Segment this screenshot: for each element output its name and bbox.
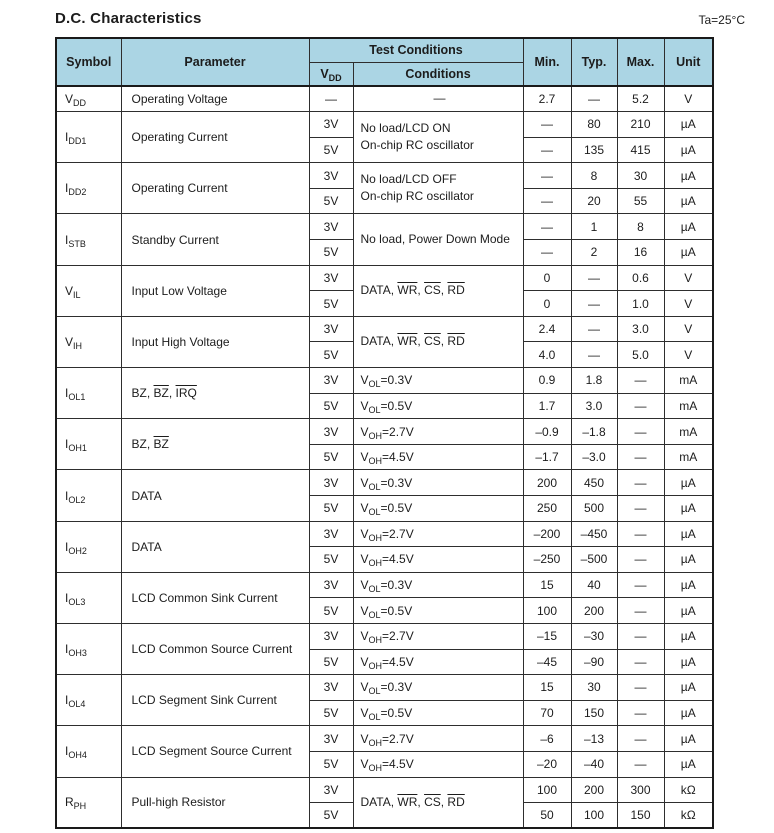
table-row xyxy=(56,316,713,342)
unit-cell: kΩ xyxy=(664,777,713,803)
typ-cell: 1.8 xyxy=(571,368,617,394)
typ-cell: 20 xyxy=(571,188,617,214)
condition-cell: $V_{OL}=0.5V$ xyxy=(353,598,523,624)
symbol-cell: $I_{STB}$ xyxy=(56,214,121,265)
parameter-cell: Operating Current xyxy=(121,163,309,214)
vdd-cell: 3V xyxy=(309,777,353,803)
vdd-cell: 3V xyxy=(309,675,353,701)
typ-cell: 3.0 xyxy=(571,393,617,419)
max-cell: 30 xyxy=(617,163,664,189)
condition-cell xyxy=(353,265,523,316)
typ-cell: –90 xyxy=(571,649,617,675)
unit-cell: mA xyxy=(664,368,713,394)
typ-cell: — xyxy=(571,291,617,317)
condition-cell xyxy=(353,163,523,214)
condition-line: No load/LCD OFF xyxy=(360,171,457,186)
vdd-cell: 3V xyxy=(309,265,353,291)
vdd-cell: 5V xyxy=(309,598,353,624)
max-cell: 210 xyxy=(617,112,664,138)
min-cell: –15 xyxy=(523,623,571,649)
max-cell: — xyxy=(617,751,664,777)
vdd-cell: 3V xyxy=(309,521,353,547)
condition-line: DATA, $\overline{WR}$, $\overline{CS}$, $\overline{RD}$ xyxy=(360,794,465,809)
vdd-cell: 3V xyxy=(309,726,353,752)
condition-line: DATA, $\overline{WR}$, $\overline{CS}$, $\overline{RD}$ xyxy=(360,334,465,349)
min-cell: –250 xyxy=(523,547,571,573)
parameter-cell: Input High Voltage xyxy=(121,316,309,367)
unit-cell: µA xyxy=(664,240,713,266)
condition-cell: $V_{OH}=4.5V$ xyxy=(353,751,523,777)
min-cell: 100 xyxy=(523,777,571,803)
vdd-cell: 5V xyxy=(309,291,353,317)
condition-cell: $V_{OH}=2.7V$ xyxy=(353,419,523,445)
header-max: Max. xyxy=(617,38,664,86)
typ-cell: 200 xyxy=(571,777,617,803)
symbol-cell: $V_{DD}$ xyxy=(56,86,121,112)
condition-cell: $V_{OH}=2.7V$ xyxy=(353,623,523,649)
condition-cell: $V_{OH}=2.7V$ xyxy=(353,521,523,547)
header-vdd: $V_{DD}$ xyxy=(309,62,353,86)
condition-cell xyxy=(353,214,523,265)
max-cell: 5.2 xyxy=(617,86,664,112)
parameter-cell: Operating Current xyxy=(121,112,309,163)
condition-cell xyxy=(353,86,523,112)
typ-cell: 500 xyxy=(571,496,617,522)
unit-cell: µA xyxy=(664,470,713,496)
condition-cell: $V_{OL}=0.3V$ xyxy=(353,470,523,496)
min-cell: 4.0 xyxy=(523,342,571,368)
unit-cell: mA xyxy=(664,393,713,419)
min-cell: 200 xyxy=(523,470,571,496)
min-cell: –200 xyxy=(523,521,571,547)
unit-cell: µA xyxy=(664,675,713,701)
unit-cell: V xyxy=(664,316,713,342)
header-symbol: Symbol xyxy=(56,38,121,86)
min-cell: 2.4 xyxy=(523,316,571,342)
max-cell: — xyxy=(617,572,664,598)
table-body xyxy=(56,86,713,828)
min-cell: 2.7 xyxy=(523,86,571,112)
parameter-cell: Standby Current xyxy=(121,214,309,265)
typ-cell: — xyxy=(571,86,617,112)
table-row xyxy=(56,368,713,394)
condition-cell: $V_{OL}=0.3V$ xyxy=(353,572,523,598)
max-cell: — xyxy=(617,700,664,726)
min-cell: 0 xyxy=(523,291,571,317)
vdd-cell: 5V xyxy=(309,803,353,829)
vdd-cell: 3V xyxy=(309,470,353,496)
vdd-cell: 3V xyxy=(309,112,353,138)
typ-cell: 200 xyxy=(571,598,617,624)
max-cell: 16 xyxy=(617,240,664,266)
page-title: D.C. Characteristics xyxy=(55,10,202,27)
symbol-cell: $I_{OL2}$ xyxy=(56,470,121,521)
unit-cell: µA xyxy=(664,751,713,777)
table-row xyxy=(56,265,713,291)
parameter-cell: BZ, $\overline{BZ}$ xyxy=(121,419,309,470)
min-cell: –45 xyxy=(523,649,571,675)
unit-cell: µA xyxy=(664,700,713,726)
typ-cell: 100 xyxy=(571,803,617,829)
max-cell: — xyxy=(617,521,664,547)
parameter-cell: BZ, $\overline{BZ}$, $\overline{IRQ}$ xyxy=(121,368,309,419)
max-cell: 415 xyxy=(617,137,664,163)
min-cell: –6 xyxy=(523,726,571,752)
condition-cell: $V_{OL}=0.3V$ xyxy=(353,368,523,394)
min-cell: 15 xyxy=(523,675,571,701)
parameter-cell: LCD Segment Source Current xyxy=(121,726,309,777)
max-cell: — xyxy=(617,496,664,522)
min-cell: — xyxy=(523,188,571,214)
vdd-cell: 3V xyxy=(309,214,353,240)
symbol-cell: $I_{OH1}$ xyxy=(56,419,121,470)
min-cell: 1.7 xyxy=(523,393,571,419)
max-cell: 8 xyxy=(617,214,664,240)
typ-cell: –30 xyxy=(571,623,617,649)
condition-cell: $V_{OH}=4.5V$ xyxy=(353,444,523,470)
max-cell: — xyxy=(617,726,664,752)
condition-cell: $V_{OL}=0.5V$ xyxy=(353,393,523,419)
typ-cell: 150 xyxy=(571,700,617,726)
typ-cell: 40 xyxy=(571,572,617,598)
max-cell: 300 xyxy=(617,777,664,803)
vdd-cell: 5V xyxy=(309,137,353,163)
symbol-cell: $I_{DD1}$ xyxy=(56,112,121,163)
max-cell: — xyxy=(617,393,664,419)
vdd-cell: 3V xyxy=(309,316,353,342)
header-parameter: Parameter xyxy=(121,38,309,86)
header-min: Min. xyxy=(523,38,571,86)
symbol-cell: $I_{OH3}$ xyxy=(56,623,121,674)
typ-cell: 80 xyxy=(571,112,617,138)
unit-cell: V xyxy=(664,342,713,368)
unit-cell: mA xyxy=(664,444,713,470)
max-cell: 3.0 xyxy=(617,316,664,342)
unit-cell: µA xyxy=(664,649,713,675)
condition-line: — xyxy=(433,91,446,106)
unit-cell: V xyxy=(664,86,713,112)
min-cell: 0.9 xyxy=(523,368,571,394)
typ-cell: –1.8 xyxy=(571,419,617,445)
max-cell: — xyxy=(617,470,664,496)
condition-cell: $V_{OL}=0.5V$ xyxy=(353,496,523,522)
min-cell: — xyxy=(523,240,571,266)
unit-cell: µA xyxy=(664,214,713,240)
typ-cell: 450 xyxy=(571,470,617,496)
unit-cell: mA xyxy=(664,419,713,445)
min-cell: 70 xyxy=(523,700,571,726)
parameter-cell: LCD Common Sink Current xyxy=(121,572,309,623)
condition-line: No load, Power Down Mode xyxy=(360,231,510,246)
symbol-cell: $I_{OL1}$ xyxy=(56,368,121,419)
table-row xyxy=(56,470,713,496)
typ-cell: –40 xyxy=(571,751,617,777)
table-row xyxy=(56,86,713,112)
vdd-cell: 3V xyxy=(309,368,353,394)
unit-cell: µA xyxy=(664,623,713,649)
parameter-cell: DATA xyxy=(121,470,309,521)
table-row xyxy=(56,572,713,598)
vdd-cell: 3V xyxy=(309,163,353,189)
condition-cell: $V_{OH}=4.5V$ xyxy=(353,649,523,675)
header-test-conditions: Test Conditions xyxy=(309,38,523,62)
table-row xyxy=(56,675,713,701)
condition-line: On-chip RC oscillator xyxy=(360,138,474,153)
table-row xyxy=(56,521,713,547)
typ-cell: 2 xyxy=(571,240,617,266)
max-cell: 55 xyxy=(617,188,664,214)
unit-cell: µA xyxy=(664,521,713,547)
min-cell: 250 xyxy=(523,496,571,522)
vdd-cell: 5V xyxy=(309,342,353,368)
typ-cell: 8 xyxy=(571,163,617,189)
typ-cell: 135 xyxy=(571,137,617,163)
table-row xyxy=(56,214,713,240)
condition-line: On-chip RC oscillator xyxy=(360,189,474,204)
symbol-cell: $I_{DD2}$ xyxy=(56,163,121,214)
symbol-cell: $V_{IH}$ xyxy=(56,316,121,367)
min-cell: 100 xyxy=(523,598,571,624)
unit-cell: µA xyxy=(664,137,713,163)
vdd-cell: 5V xyxy=(309,393,353,419)
vdd-cell: 5V xyxy=(309,496,353,522)
header-typ: Typ. xyxy=(571,38,617,86)
typ-cell: 1 xyxy=(571,214,617,240)
condition-cell: $V_{OL}=0.5V$ xyxy=(353,700,523,726)
max-cell: — xyxy=(617,444,664,470)
unit-cell: V xyxy=(664,265,713,291)
table-row xyxy=(56,726,713,752)
min-cell: — xyxy=(523,163,571,189)
parameter-cell: DATA xyxy=(121,521,309,572)
header-unit: Unit xyxy=(664,38,713,86)
parameter-cell: Pull-high Resistor xyxy=(121,777,309,828)
unit-cell: µA xyxy=(664,188,713,214)
symbol-cell: $I_{OH2}$ xyxy=(56,521,121,572)
min-cell: 15 xyxy=(523,572,571,598)
min-cell: — xyxy=(523,137,571,163)
table-row xyxy=(56,777,713,803)
condition-cell xyxy=(353,777,523,828)
symbol-cell: $I_{OH4}$ xyxy=(56,726,121,777)
min-cell: 0 xyxy=(523,265,571,291)
condition-line: No load/LCD ON xyxy=(360,120,451,135)
max-cell: — xyxy=(617,598,664,624)
symbol-cell: $V_{IL}$ xyxy=(56,265,121,316)
parameter-cell: Input Low Voltage xyxy=(121,265,309,316)
min-cell: –1.7 xyxy=(523,444,571,470)
typ-cell: –450 xyxy=(571,521,617,547)
symbol-cell: $I_{OL3}$ xyxy=(56,572,121,623)
max-cell: 0.6 xyxy=(617,265,664,291)
typ-cell: — xyxy=(571,342,617,368)
max-cell: — xyxy=(617,649,664,675)
condition-cell: $V_{OH}=4.5V$ xyxy=(353,547,523,573)
header-conditions: Conditions xyxy=(353,62,523,86)
unit-cell: V xyxy=(664,291,713,317)
unit-cell: µA xyxy=(664,496,713,522)
typ-cell: — xyxy=(571,316,617,342)
vdd-cell: 3V xyxy=(309,419,353,445)
vdd-cell: 5V xyxy=(309,649,353,675)
dc-characteristics-table xyxy=(55,37,714,829)
vdd-cell: 5V xyxy=(309,240,353,266)
table-row xyxy=(56,163,713,189)
min-cell: –0.9 xyxy=(523,419,571,445)
typ-cell: –3.0 xyxy=(571,444,617,470)
table-row xyxy=(56,112,713,138)
parameter-cell: Operating Voltage xyxy=(121,86,309,112)
min-cell: — xyxy=(523,112,571,138)
vdd-cell: 5V xyxy=(309,188,353,214)
max-cell: — xyxy=(617,675,664,701)
symbol-cell: $R_{PH}$ xyxy=(56,777,121,828)
unit-cell: µA xyxy=(664,726,713,752)
max-cell: — xyxy=(617,547,664,573)
vdd-cell: 5V xyxy=(309,547,353,573)
max-cell: — xyxy=(617,419,664,445)
condition-cell xyxy=(353,316,523,367)
vdd-cell: 3V xyxy=(309,623,353,649)
min-cell: 50 xyxy=(523,803,571,829)
temperature-label: Ta=25°C xyxy=(698,13,745,27)
vdd-cell: 5V xyxy=(309,751,353,777)
min-cell: –20 xyxy=(523,751,571,777)
typ-cell: 30 xyxy=(571,675,617,701)
unit-cell: µA xyxy=(664,598,713,624)
parameter-cell: LCD Segment Sink Current xyxy=(121,675,309,726)
max-cell: 5.0 xyxy=(617,342,664,368)
max-cell: — xyxy=(617,623,664,649)
vdd-cell: 5V xyxy=(309,444,353,470)
unit-cell: kΩ xyxy=(664,803,713,829)
vdd-cell: 5V xyxy=(309,700,353,726)
condition-cell: $V_{OH}=2.7V$ xyxy=(353,726,523,752)
unit-cell: µA xyxy=(664,112,713,138)
table-row xyxy=(56,419,713,445)
typ-cell: — xyxy=(571,265,617,291)
vdd-cell: — xyxy=(309,86,353,112)
typ-cell: –13 xyxy=(571,726,617,752)
parameter-cell: LCD Common Source Current xyxy=(121,623,309,674)
table-row xyxy=(56,623,713,649)
vdd-cell: 3V xyxy=(309,572,353,598)
unit-cell: µA xyxy=(664,163,713,189)
symbol-cell: $I_{OL4}$ xyxy=(56,675,121,726)
max-cell: 1.0 xyxy=(617,291,664,317)
condition-cell xyxy=(353,112,523,163)
unit-cell: µA xyxy=(664,572,713,598)
max-cell: — xyxy=(617,368,664,394)
unit-cell: µA xyxy=(664,547,713,573)
condition-cell: $V_{OL}=0.3V$ xyxy=(353,675,523,701)
max-cell: 150 xyxy=(617,803,664,829)
typ-cell: –500 xyxy=(571,547,617,573)
condition-line: DATA, $\overline{WR}$, $\overline{CS}$, $\overline{RD}$ xyxy=(360,283,465,298)
table-header xyxy=(56,38,713,86)
min-cell: — xyxy=(523,214,571,240)
